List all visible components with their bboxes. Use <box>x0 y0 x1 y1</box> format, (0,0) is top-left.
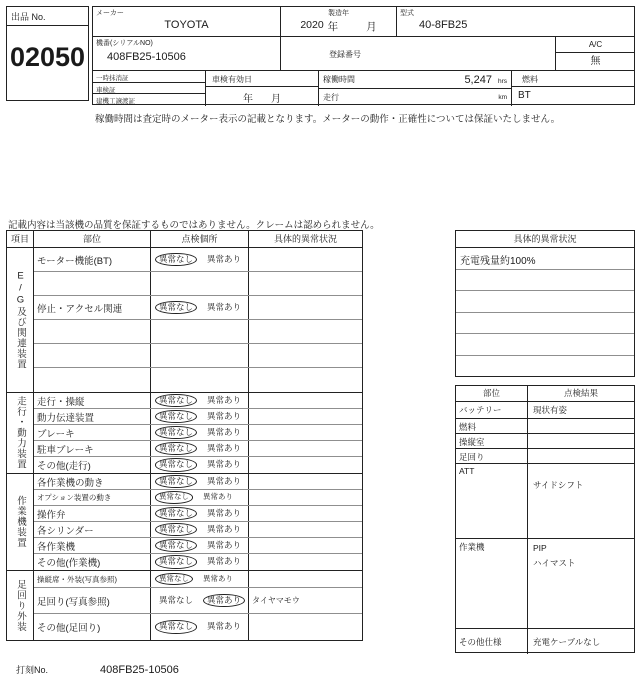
result-part: その他仕様 <box>456 629 528 654</box>
abnormality-entry: 充電残量約100% <box>456 248 634 270</box>
doc-row-shakensho: 車検証 <box>93 83 205 95</box>
section-engine <box>7 248 362 393</box>
document-checklist <box>93 71 206 106</box>
no-abnormality-option: 異常なし <box>155 475 197 488</box>
no-abnormality-option: 異常なし <box>155 426 197 439</box>
mileage-label: 走行 <box>323 93 339 102</box>
quality-disclaimer: 記載内容は当該機の品質を保証するものではありません。クレームは認められません。 <box>8 220 380 231</box>
no-abnormality-option: 異常なし <box>155 253 197 266</box>
abnormality-detail <box>249 522 362 537</box>
abnormality-option: 異常あり <box>207 410 242 421</box>
doc-row-deregistration: 一時抹消証 <box>93 71 205 83</box>
inspection-point <box>151 474 249 489</box>
model-value: 40-8FB25 <box>419 19 468 31</box>
inspection-row <box>34 457 362 473</box>
part-name: 操縦席・外装(写真参照) <box>34 571 151 587</box>
part-name: 走行・操縦 <box>34 393 151 408</box>
no-abnormality-option: 異常なし <box>155 394 197 407</box>
inspection-row <box>34 554 362 570</box>
inspection-row <box>34 248 362 272</box>
section-work-label <box>7 474 34 570</box>
maker-label: メーカー <box>96 10 124 17</box>
abnormality-detail <box>249 538 362 553</box>
result-value: サイドシフト <box>533 480 584 490</box>
part-name: 各作業機の動き <box>34 474 151 489</box>
mileage-unit: km <box>498 94 507 101</box>
part-header: 部位 <box>34 231 151 247</box>
section-undercarriage-label <box>7 571 34 640</box>
abnormality-detail <box>249 474 362 489</box>
part-name: ブレーキ <box>34 425 151 440</box>
result-part: 燃料 <box>456 419 528 433</box>
result-row-work-equipment <box>456 539 634 629</box>
inspection-point <box>151 425 249 440</box>
abnormality-entry <box>456 270 634 292</box>
abnormality-option: 異常あり <box>207 459 242 470</box>
abnormality-option: 異常あり <box>207 507 242 518</box>
no-abnormality-option: 異常なし <box>155 442 197 455</box>
inspection-point <box>151 457 249 473</box>
no-abnormality-option: 異常なし <box>159 594 194 605</box>
inspection-point <box>151 522 249 537</box>
result-header: 点検結果 <box>563 388 598 398</box>
inspection-row <box>34 474 362 490</box>
abnormality-detail: タイヤマモウ <box>252 596 300 605</box>
result-row-fuel <box>456 419 634 434</box>
abnormality-detail <box>249 248 362 271</box>
machine-info-table <box>92 6 635 105</box>
abnormality-detail <box>249 490 362 505</box>
hours-unit: hrs <box>497 77 507 85</box>
inspection-point <box>151 409 249 424</box>
abnormality-option: 異常あり <box>203 594 245 607</box>
fuel-label-cell: 燃料 <box>511 71 635 87</box>
year-unit: 年 <box>327 21 339 33</box>
operating-hours-value: 5,247 <box>464 73 492 86</box>
no-abnormality-option: 異常なし <box>155 458 197 471</box>
inspection-point <box>151 538 249 553</box>
abnormality-option: 異常あり <box>203 573 233 583</box>
abnormality-option: 異常あり <box>207 442 242 453</box>
inspection-validity-value <box>206 87 319 106</box>
section-drive <box>7 393 362 474</box>
inspection-validity-label: 車検有効日 <box>206 71 319 87</box>
meter-disclaimer-note: 稼働時間は査定時のメーター表示の記載となります。メーターの動作・正確性については保証いたしません。 <box>95 114 561 125</box>
abnormality-detail <box>249 457 362 473</box>
part-name: モーター機能(BT) <box>34 248 151 271</box>
abnormality-entry <box>456 356 634 378</box>
inspection-point <box>151 614 249 640</box>
result-row-cabin <box>456 434 634 449</box>
section-drive-label <box>7 393 34 473</box>
inspection-point <box>151 296 249 319</box>
inspection-row <box>34 393 362 409</box>
result-part: 足回り <box>456 449 528 463</box>
no-abnormality-option: 異常なし <box>155 491 193 503</box>
result-value <box>528 434 634 448</box>
abnormality-detail <box>249 571 362 587</box>
inspection-row <box>34 538 362 554</box>
inspection-point <box>151 571 249 587</box>
maker-value: TOYOTA <box>164 19 209 31</box>
section-undercarriage <box>7 571 362 640</box>
serial-value: 408FB25-10506 <box>107 51 186 63</box>
abnormality-detail <box>249 393 362 408</box>
result-part: バッテリー <box>456 402 528 418</box>
section-engine-label <box>7 248 34 392</box>
abnormality-option: 異常あり <box>207 253 242 264</box>
inspection-row <box>34 522 362 538</box>
result-row-undercarriage <box>456 449 634 464</box>
stamp-no-value: 408FB25-10506 <box>100 664 179 676</box>
no-abnormality-option: 異常なし <box>155 301 197 314</box>
mfg-year-value: 2020 <box>300 19 324 31</box>
inspection-row <box>34 614 362 640</box>
operating-hours-label: 稼働時間 <box>323 75 355 84</box>
inspection-row-empty <box>34 272 362 296</box>
inspection-row <box>34 425 362 441</box>
result-part: 操縦室 <box>456 434 528 448</box>
no-abnormality-option: 異常なし <box>155 555 197 568</box>
abnormality-option: 異常あり <box>207 301 242 312</box>
inspection-row <box>34 571 362 588</box>
exhibit-no-label: 出品 No. <box>7 7 88 26</box>
abnormality-option: 異常あり <box>207 556 242 567</box>
result-value <box>528 539 634 628</box>
result-row-other-spec <box>456 629 634 654</box>
inspection-table-header <box>7 231 362 248</box>
inspection-result-table <box>455 385 635 653</box>
inspection-row-empty <box>34 368 362 392</box>
abnormality-option: 異常あり <box>207 426 242 437</box>
inspection-table <box>6 230 363 641</box>
inspection-row <box>34 588 362 614</box>
maker-cell <box>93 7 281 37</box>
inspection-row <box>34 506 362 522</box>
part-name: その他(作業機) <box>34 554 151 570</box>
result-value: 現状有姿 <box>533 405 568 415</box>
abnormality-entry <box>456 313 634 335</box>
abnormality-option: 異常あり <box>203 492 233 502</box>
month-unit: 月 <box>366 21 377 33</box>
result-part: 作業機 <box>456 539 528 628</box>
abnormality-detail <box>249 296 362 319</box>
registration-cell <box>281 37 556 71</box>
result-value: 充電ケーブルなし <box>533 637 601 647</box>
result-part: ATT <box>456 464 528 538</box>
result-part-header: 部位 <box>456 386 528 401</box>
abnormality-detail <box>249 409 362 424</box>
part-name: オプション装置の動き <box>34 490 151 505</box>
inspection-point <box>151 554 249 570</box>
mileage-cell <box>319 89 511 106</box>
abnormality-detail-box <box>455 230 635 377</box>
point-header: 点検個所 <box>151 231 249 247</box>
serial-cell <box>93 37 281 71</box>
detail-header: 具体的異常状況 <box>273 234 337 244</box>
result-value <box>528 449 634 463</box>
no-abnormality-option: 異常なし <box>155 523 197 536</box>
item-header: 項目 <box>7 231 34 247</box>
inspection-point <box>151 588 249 613</box>
abnormality-detail <box>249 506 362 521</box>
mfg-year-label: 製造年 <box>328 10 349 17</box>
model-cell <box>397 7 635 37</box>
no-abnormality-option: 異常なし <box>155 539 197 552</box>
abnormality-detail <box>249 614 362 640</box>
inspection-row <box>34 441 362 457</box>
no-abnormality-option: 異常なし <box>155 620 197 633</box>
part-name: 停止・アクセル関連 <box>34 296 151 319</box>
abnormality-detail <box>249 425 362 440</box>
abnormality-detail <box>249 554 362 570</box>
no-abnormality-option: 異常なし <box>155 573 193 585</box>
part-name: その他(足回り) <box>34 614 151 640</box>
section-name-vertical: E/G及び関連装置 <box>15 270 26 370</box>
result-value <box>528 419 634 433</box>
stamp-no-label: 打刻No. <box>16 665 49 675</box>
month-unit: 月 <box>271 94 281 105</box>
abnormality-entry <box>456 334 634 356</box>
section-name-vertical: 走行・動力装置 <box>15 396 26 470</box>
abnormality-option: 異常あり <box>207 523 242 534</box>
ac-value-cell: 無 <box>556 53 635 71</box>
abnormality-entry <box>456 291 634 313</box>
doc-row-transfer-cert: 建機工譲渡証 <box>96 98 135 106</box>
model-label: 型式 <box>400 10 414 17</box>
inspection-point <box>151 393 249 408</box>
abnormality-detail <box>249 441 362 456</box>
abnormality-box-title: 具体的異常状況 <box>456 231 634 248</box>
result-table-header <box>456 386 634 402</box>
abnormality-option: 異常あり <box>207 621 242 632</box>
section-work-equipment <box>7 474 362 571</box>
stamp-no <box>16 663 179 676</box>
result-row-battery <box>456 402 634 419</box>
inspection-row-empty <box>34 344 362 368</box>
part-name: その他(走行) <box>34 457 151 473</box>
result-line: ハイマスト <box>533 558 576 568</box>
inspection-point <box>151 248 249 271</box>
result-line: PIP <box>533 543 547 553</box>
inspection-point <box>151 490 249 505</box>
abnormality-option: 異常あり <box>207 539 242 550</box>
part-name: 動力伝達装置 <box>34 409 151 424</box>
part-name: 駐車ブレーキ <box>34 441 151 456</box>
serial-label: 機番(シリアルNO) <box>96 40 153 47</box>
part-name: 操作弁 <box>34 506 151 521</box>
inspection-row <box>34 409 362 425</box>
exhibit-no-box <box>6 6 89 101</box>
no-abnormality-option: 異常なし <box>155 410 197 423</box>
fuel-value-cell: BT <box>511 87 635 106</box>
operating-hours-cell <box>319 71 511 89</box>
section-name-vertical: 足回り外装 <box>15 579 26 632</box>
inspection-row-empty <box>34 320 362 344</box>
inspection-row <box>34 296 362 320</box>
abnormality-option: 異常あり <box>207 394 242 405</box>
year-unit: 年 <box>243 94 253 105</box>
part-name: 足回り(写真参照) <box>34 588 151 613</box>
section-name-vertical: 作業機装置 <box>15 495 26 549</box>
inspection-row <box>34 490 362 506</box>
abnormality-option: 異常あり <box>207 475 242 486</box>
registration-label: 登録番号 <box>329 49 361 59</box>
part-name: 各作業機 <box>34 538 151 553</box>
result-row-attachment <box>456 464 634 539</box>
inspection-point <box>151 506 249 521</box>
ac-label-cell: A/C <box>556 37 635 53</box>
mfg-year-cell <box>281 7 397 37</box>
exhibit-no-value: 02050 <box>9 42 86 72</box>
part-name: 各シリンダー <box>34 522 151 537</box>
no-abnormality-option: 異常なし <box>155 507 197 520</box>
inspection-point <box>151 441 249 456</box>
